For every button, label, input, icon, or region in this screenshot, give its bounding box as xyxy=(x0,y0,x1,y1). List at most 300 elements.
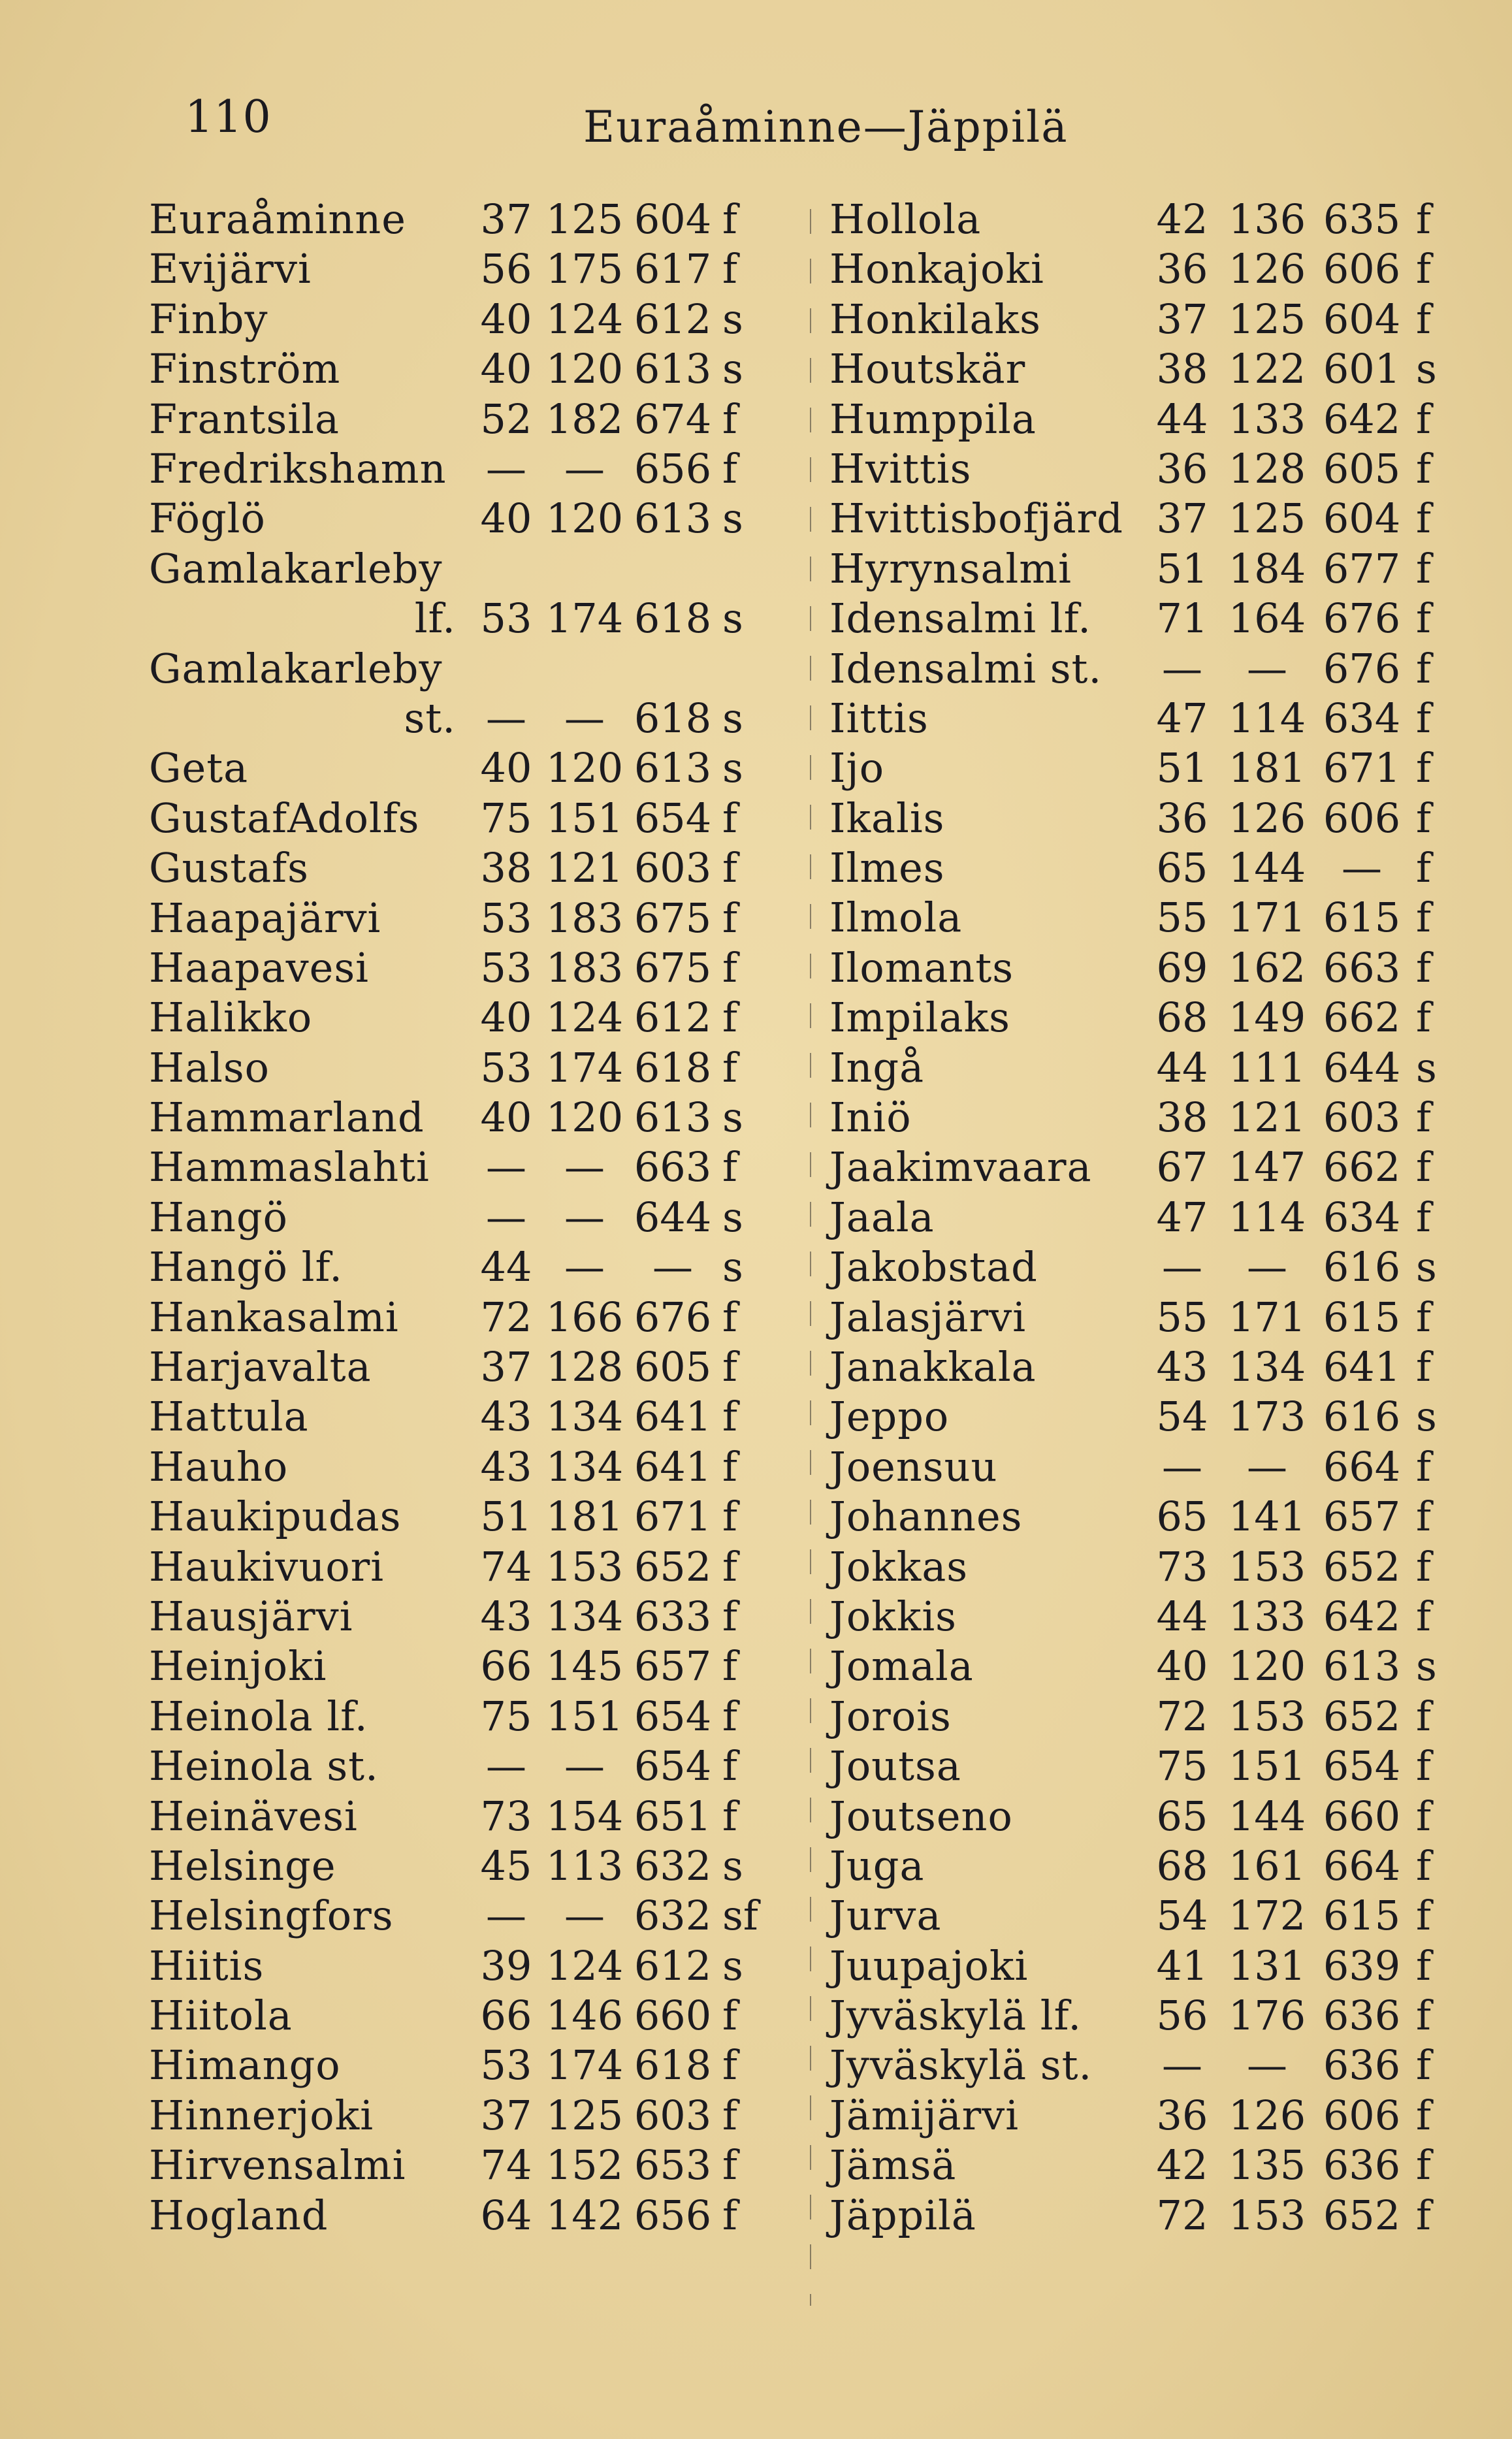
value-a: — xyxy=(1162,1243,1202,1291)
place-name: Jakobstad xyxy=(829,1243,1038,1291)
value-a: 51 xyxy=(1156,744,1208,792)
place-name: Hangö lf. xyxy=(149,1243,343,1291)
value-a: 43 xyxy=(1156,1342,1208,1391)
type-code: f xyxy=(1416,2191,1431,2239)
value-a: 73 xyxy=(1156,1542,1208,1591)
place-name: Janakkala xyxy=(829,1342,1037,1391)
value-b: — xyxy=(564,1143,605,1191)
value-b: 122 xyxy=(1228,345,1306,393)
value-c: 604 xyxy=(1323,494,1401,543)
value-a: 53 xyxy=(480,943,532,992)
type-code: s xyxy=(722,694,743,742)
type-code: s xyxy=(722,1243,743,1291)
type-code: s xyxy=(722,494,743,543)
value-b: 144 xyxy=(1228,1792,1306,1840)
value-c: 615 xyxy=(1323,894,1401,942)
type-code: s xyxy=(722,1193,743,1241)
table-row xyxy=(829,295,1462,344)
value-a: 54 xyxy=(1156,1393,1208,1441)
value-c: 654 xyxy=(634,1742,712,1790)
table-row xyxy=(149,1193,768,1242)
value-a: 40 xyxy=(480,993,532,1042)
type-code: s xyxy=(1416,1642,1437,1690)
place-name: Joutsa xyxy=(829,1742,961,1790)
table-row xyxy=(149,1641,768,1691)
value-c: 676 xyxy=(1323,594,1401,643)
table-row xyxy=(149,2191,768,2240)
type-code: f xyxy=(1416,1692,1431,1740)
value-c: — xyxy=(1342,844,1382,892)
value-c: 613 xyxy=(634,345,712,393)
value-a: 52 xyxy=(480,395,532,443)
table-row xyxy=(149,1293,768,1342)
value-a: — xyxy=(486,444,526,493)
place-name: Haapavesi xyxy=(149,943,370,992)
value-c: 676 xyxy=(634,1293,712,1341)
place-qualifier: st. xyxy=(404,694,456,742)
value-c: 677 xyxy=(1323,544,1401,592)
value-a: 36 xyxy=(1156,444,1208,493)
type-code: f xyxy=(722,894,737,942)
value-c: 634 xyxy=(1323,694,1401,742)
place-name: Honkilaks xyxy=(829,295,1041,343)
type-code: f xyxy=(1416,245,1431,293)
table-row xyxy=(149,244,768,294)
value-b: 181 xyxy=(545,1493,624,1541)
place-name: Geta xyxy=(149,744,249,792)
value-a: 53 xyxy=(480,2041,532,2090)
value-c: 612 xyxy=(634,295,712,343)
place-name: Heinola lf. xyxy=(149,1692,368,1740)
table-row xyxy=(829,395,1462,444)
value-c: 671 xyxy=(1323,744,1401,792)
value-b: 182 xyxy=(545,395,624,443)
type-code: s xyxy=(722,295,743,343)
value-c: 663 xyxy=(1323,943,1401,992)
place-name: Jyväskylä st. xyxy=(829,2041,1093,2090)
table-row xyxy=(149,1242,768,1292)
type-code: f xyxy=(1416,2091,1431,2139)
table-row xyxy=(149,1342,768,1392)
table-row xyxy=(829,1242,1462,1292)
value-b: 125 xyxy=(545,195,624,243)
value-b: 111 xyxy=(1228,1043,1306,1091)
value-a: 68 xyxy=(1156,1841,1208,1890)
value-a: 53 xyxy=(480,594,532,643)
value-b: 136 xyxy=(1228,195,1306,243)
type-code: f xyxy=(1416,1293,1431,1341)
table-row xyxy=(149,1741,768,1791)
value-c: 657 xyxy=(634,1642,712,1690)
value-a: 40 xyxy=(480,744,532,792)
table-row xyxy=(829,1142,1462,1192)
place-name: Jyväskylä lf. xyxy=(829,1992,1082,2040)
value-c: 606 xyxy=(1323,245,1401,293)
type-code: f xyxy=(722,993,737,1042)
place-name: Gustafs xyxy=(149,844,309,892)
value-b: 153 xyxy=(545,1542,624,1591)
type-code: s xyxy=(722,345,743,393)
value-c: 652 xyxy=(634,1542,712,1591)
value-c: 651 xyxy=(634,1792,712,1840)
value-a: 72 xyxy=(1156,2191,1208,2239)
value-b: 175 xyxy=(545,245,624,293)
value-c: 612 xyxy=(634,1941,712,1990)
table-row xyxy=(829,1392,1462,1442)
place-name: Iniö xyxy=(829,1093,912,1142)
value-a: 43 xyxy=(480,1592,532,1640)
table-row xyxy=(829,544,1462,594)
type-code: f xyxy=(1416,794,1431,842)
table-row xyxy=(829,2191,1462,2240)
place-qualifier: lf. xyxy=(414,594,456,643)
value-c: 641 xyxy=(1323,1342,1401,1391)
type-code: f xyxy=(1416,1193,1431,1241)
type-code: f xyxy=(722,444,737,493)
value-b: 126 xyxy=(1228,245,1306,293)
value-a: 41 xyxy=(1156,1941,1208,1990)
value-c: 613 xyxy=(634,1093,712,1142)
table-row xyxy=(829,1841,1462,1891)
type-code: s xyxy=(1416,1043,1437,1091)
value-a: 53 xyxy=(480,1043,532,1091)
value-c: 616 xyxy=(1323,1243,1401,1291)
table-row xyxy=(829,344,1462,394)
table-row xyxy=(149,395,768,444)
place-name: Gamlakarleby xyxy=(149,544,443,592)
value-b: 174 xyxy=(545,594,624,643)
value-b: 135 xyxy=(1228,2141,1306,2189)
type-code: f xyxy=(1416,1892,1431,1940)
value-a: 51 xyxy=(1156,544,1208,592)
value-b: 125 xyxy=(1228,295,1306,343)
place-name: Hiitola xyxy=(149,1992,293,2040)
type-code: f xyxy=(1416,295,1431,343)
value-a: 72 xyxy=(1156,1692,1208,1740)
value-b: — xyxy=(564,1892,605,1940)
value-a: 37 xyxy=(480,195,532,243)
place-name: Finström xyxy=(149,345,341,393)
value-a: 68 xyxy=(1156,993,1208,1042)
place-name: Ilmola xyxy=(829,894,963,942)
type-code: f xyxy=(1416,594,1431,643)
value-c: 636 xyxy=(1323,1992,1401,2040)
value-a: 39 xyxy=(480,1941,532,1990)
value-b: 149 xyxy=(1228,993,1306,1042)
value-c: 641 xyxy=(634,1393,712,1441)
value-c: 675 xyxy=(634,943,712,992)
value-c: 652 xyxy=(1323,1692,1401,1740)
table-row xyxy=(149,1093,768,1142)
value-c: 601 xyxy=(1323,345,1401,393)
table-row xyxy=(829,1542,1462,1592)
type-code: s xyxy=(1416,345,1437,393)
place-name: Honkajoki xyxy=(829,245,1044,293)
place-name: Hauho xyxy=(149,1442,289,1491)
value-a: 54 xyxy=(1156,1892,1208,1940)
value-b: — xyxy=(564,1243,605,1291)
value-c: 618 xyxy=(634,1043,712,1091)
value-c: — xyxy=(652,1243,693,1291)
value-c: 644 xyxy=(634,1193,712,1241)
value-a: 44 xyxy=(1156,1592,1208,1640)
table-row xyxy=(149,2091,768,2140)
type-code: f xyxy=(1416,2141,1431,2189)
value-b: 142 xyxy=(545,2191,624,2239)
table-row xyxy=(829,644,1462,694)
value-b: 172 xyxy=(1228,1892,1306,1940)
type-code: f xyxy=(722,794,737,842)
value-c: 616 xyxy=(1323,1393,1401,1441)
place-name: Hvittis xyxy=(829,444,972,493)
table-row xyxy=(149,993,768,1042)
place-name: Jurva xyxy=(829,1892,942,1940)
type-code: f xyxy=(1416,1841,1431,1890)
value-c: 603 xyxy=(634,844,712,892)
table-row xyxy=(149,1891,768,1941)
place-name: Jorois xyxy=(829,1692,952,1740)
type-code: f xyxy=(1416,444,1431,493)
place-name: Halso xyxy=(149,1043,270,1091)
table-row xyxy=(149,644,768,744)
table-row xyxy=(829,743,1462,793)
value-a: 40 xyxy=(1156,1642,1208,1690)
value-a: — xyxy=(1162,2041,1202,2090)
type-code: f xyxy=(722,2091,737,2139)
value-c: 633 xyxy=(634,1592,712,1640)
value-a: 55 xyxy=(1156,1293,1208,1341)
running-head: Euraåminne—Jäppilä xyxy=(583,102,1069,152)
table-row xyxy=(829,1641,1462,1691)
value-a: 44 xyxy=(1156,395,1208,443)
value-b: 134 xyxy=(545,1592,624,1640)
value-a: 73 xyxy=(480,1792,532,1840)
place-name: Ilomants xyxy=(829,943,1014,992)
value-c: 664 xyxy=(1323,1841,1401,1890)
value-b: — xyxy=(1247,2041,1287,2090)
value-c: 612 xyxy=(634,993,712,1042)
place-name: Jaakimvaara xyxy=(829,1143,1092,1191)
place-name: Jaala xyxy=(829,1193,935,1241)
table-row xyxy=(149,1592,768,1641)
table-row xyxy=(829,494,1462,543)
value-b: — xyxy=(1247,644,1287,692)
value-b: 171 xyxy=(1228,894,1306,942)
value-b: 153 xyxy=(1228,1692,1306,1740)
value-b: 134 xyxy=(545,1393,624,1441)
place-name: Jämsä xyxy=(829,2141,957,2189)
type-code: f xyxy=(1416,494,1431,543)
value-c: 652 xyxy=(1323,2191,1401,2239)
value-a: 66 xyxy=(480,1992,532,2040)
type-code: f xyxy=(1416,894,1431,942)
value-c: 664 xyxy=(1323,1442,1401,1491)
left-column xyxy=(149,195,768,2240)
value-a: 38 xyxy=(1156,345,1208,393)
value-c: 652 xyxy=(1323,1542,1401,1591)
value-c: 604 xyxy=(1323,295,1401,343)
value-a: 36 xyxy=(1156,245,1208,293)
place-name: Föglö xyxy=(149,494,266,543)
table-row xyxy=(149,843,768,893)
value-b: 153 xyxy=(1228,1542,1306,1591)
value-b: 131 xyxy=(1228,1941,1306,1990)
value-a: 74 xyxy=(480,1542,532,1591)
value-b: 126 xyxy=(1228,794,1306,842)
value-b: 128 xyxy=(545,1343,624,1391)
table-row xyxy=(829,1991,1462,2041)
value-a: 51 xyxy=(480,1493,532,1541)
value-b: 151 xyxy=(545,1692,624,1740)
value-c: 618 xyxy=(634,594,712,643)
value-b: 141 xyxy=(1228,1493,1306,1541)
value-a: 37 xyxy=(1156,494,1208,543)
type-code: f xyxy=(1416,1093,1431,1142)
type-code: f xyxy=(722,1442,737,1491)
type-code: f xyxy=(722,395,737,443)
table-row xyxy=(829,1792,1462,1841)
value-b: 166 xyxy=(545,1293,624,1341)
type-code: s xyxy=(722,744,743,792)
table-row xyxy=(149,1841,768,1891)
table-row xyxy=(149,1692,768,1741)
place-name: Finby xyxy=(149,295,268,343)
value-b: 114 xyxy=(1228,694,1306,742)
value-c: 604 xyxy=(634,195,712,243)
value-a: 45 xyxy=(480,1841,532,1890)
right-column xyxy=(829,195,1462,2240)
table-row xyxy=(829,694,1462,743)
type-code: s xyxy=(722,1093,743,1142)
value-b: 151 xyxy=(545,794,624,842)
table-row xyxy=(829,2140,1462,2190)
value-a: 65 xyxy=(1156,1792,1208,1840)
value-c: 636 xyxy=(1323,2141,1401,2189)
place-name: Hammaslahti xyxy=(149,1143,430,1191)
type-code: f xyxy=(722,844,737,892)
type-code: f xyxy=(1416,195,1431,243)
value-c: 662 xyxy=(1323,993,1401,1042)
place-name: Jeppo xyxy=(829,1393,950,1441)
value-c: 636 xyxy=(1323,2041,1401,2090)
type-code: f xyxy=(722,2191,737,2239)
type-code: f xyxy=(722,1692,737,1740)
place-name: Hollola xyxy=(829,195,982,243)
table-row xyxy=(149,1542,768,1592)
type-code: f xyxy=(1416,1542,1431,1591)
value-a: 72 xyxy=(480,1293,532,1341)
table-row xyxy=(149,894,768,943)
value-c: 605 xyxy=(634,1343,712,1391)
value-c: 605 xyxy=(1323,444,1401,493)
value-b: 173 xyxy=(1228,1393,1306,1441)
value-b: — xyxy=(564,1742,605,1790)
value-b: 151 xyxy=(1228,1742,1306,1790)
type-code: f xyxy=(1416,1742,1431,1790)
place-name: Hyrynsalmi xyxy=(829,544,1072,592)
table-row xyxy=(149,494,768,543)
place-name: Himango xyxy=(149,2041,341,2090)
place-name: Idensalmi st. xyxy=(829,644,1102,692)
value-a: 65 xyxy=(1156,844,1208,892)
value-a: 42 xyxy=(1156,2141,1208,2189)
place-name: Jalasjärvi xyxy=(829,1293,1027,1341)
type-code: f xyxy=(722,245,737,293)
value-a: 38 xyxy=(480,844,532,892)
place-name: Hammarland xyxy=(149,1093,425,1142)
place-name: Hvittisbofjärd xyxy=(829,494,1123,543)
type-code: f xyxy=(722,195,737,243)
place-name: Idensalmi lf. xyxy=(829,594,1092,643)
value-a: 42 xyxy=(1156,195,1208,243)
place-name: Ingå xyxy=(829,1043,925,1091)
value-b: 145 xyxy=(545,1642,624,1690)
value-b: 162 xyxy=(1228,943,1306,992)
value-c: 656 xyxy=(634,444,712,493)
table-row xyxy=(829,444,1462,494)
place-name: Hausjärvi xyxy=(149,1592,353,1640)
value-b: 164 xyxy=(1228,594,1306,643)
table-row xyxy=(829,893,1462,943)
value-a: — xyxy=(486,1892,526,1940)
place-name: Hirvensalmi xyxy=(149,2141,406,2189)
value-b: 114 xyxy=(1228,1193,1306,1241)
value-c: 660 xyxy=(634,1992,712,2040)
table-row xyxy=(829,794,1462,843)
type-code: f xyxy=(722,1742,737,1790)
type-code: f xyxy=(722,1493,737,1541)
value-b: 184 xyxy=(1228,544,1306,592)
place-name: Johannes xyxy=(829,1493,1023,1541)
place-name: Gamlakarleby xyxy=(149,644,443,692)
value-b: 174 xyxy=(545,2041,624,2090)
value-c: 618 xyxy=(634,2041,712,2090)
place-name: Ikalis xyxy=(829,794,945,842)
page-number: 110 xyxy=(185,91,272,143)
value-c: 644 xyxy=(1323,1043,1401,1091)
place-name: Hankasalmi xyxy=(149,1293,399,1341)
value-c: 632 xyxy=(634,1892,712,1940)
value-b: — xyxy=(564,1193,605,1241)
place-name: Hattula xyxy=(149,1393,309,1441)
value-c: 641 xyxy=(634,1442,712,1491)
table-row xyxy=(149,1142,768,1192)
value-c: 613 xyxy=(634,744,712,792)
type-code: f xyxy=(722,2041,737,2090)
value-b: 152 xyxy=(545,2141,624,2189)
type-code: f xyxy=(1416,844,1431,892)
value-b: 124 xyxy=(545,295,624,343)
table-row xyxy=(149,1991,768,2041)
table-row xyxy=(829,1741,1462,1791)
value-c: 603 xyxy=(1323,1093,1401,1142)
table-row xyxy=(149,1792,768,1841)
value-b: 124 xyxy=(545,1941,624,1990)
place-name: Haukivuori xyxy=(149,1542,385,1591)
value-b: 120 xyxy=(1228,1642,1306,1690)
table-row xyxy=(149,295,768,344)
table-row xyxy=(829,843,1462,893)
type-code: s xyxy=(722,1941,743,1990)
place-name: Hogland xyxy=(149,2191,329,2239)
type-code: f xyxy=(1416,544,1431,592)
value-a: 67 xyxy=(1156,1143,1208,1191)
type-code: f xyxy=(722,1393,737,1441)
value-c: 613 xyxy=(1323,1642,1401,1690)
value-b: — xyxy=(564,444,605,493)
type-code: f xyxy=(1416,1442,1431,1491)
value-c: 615 xyxy=(1323,1293,1401,1341)
